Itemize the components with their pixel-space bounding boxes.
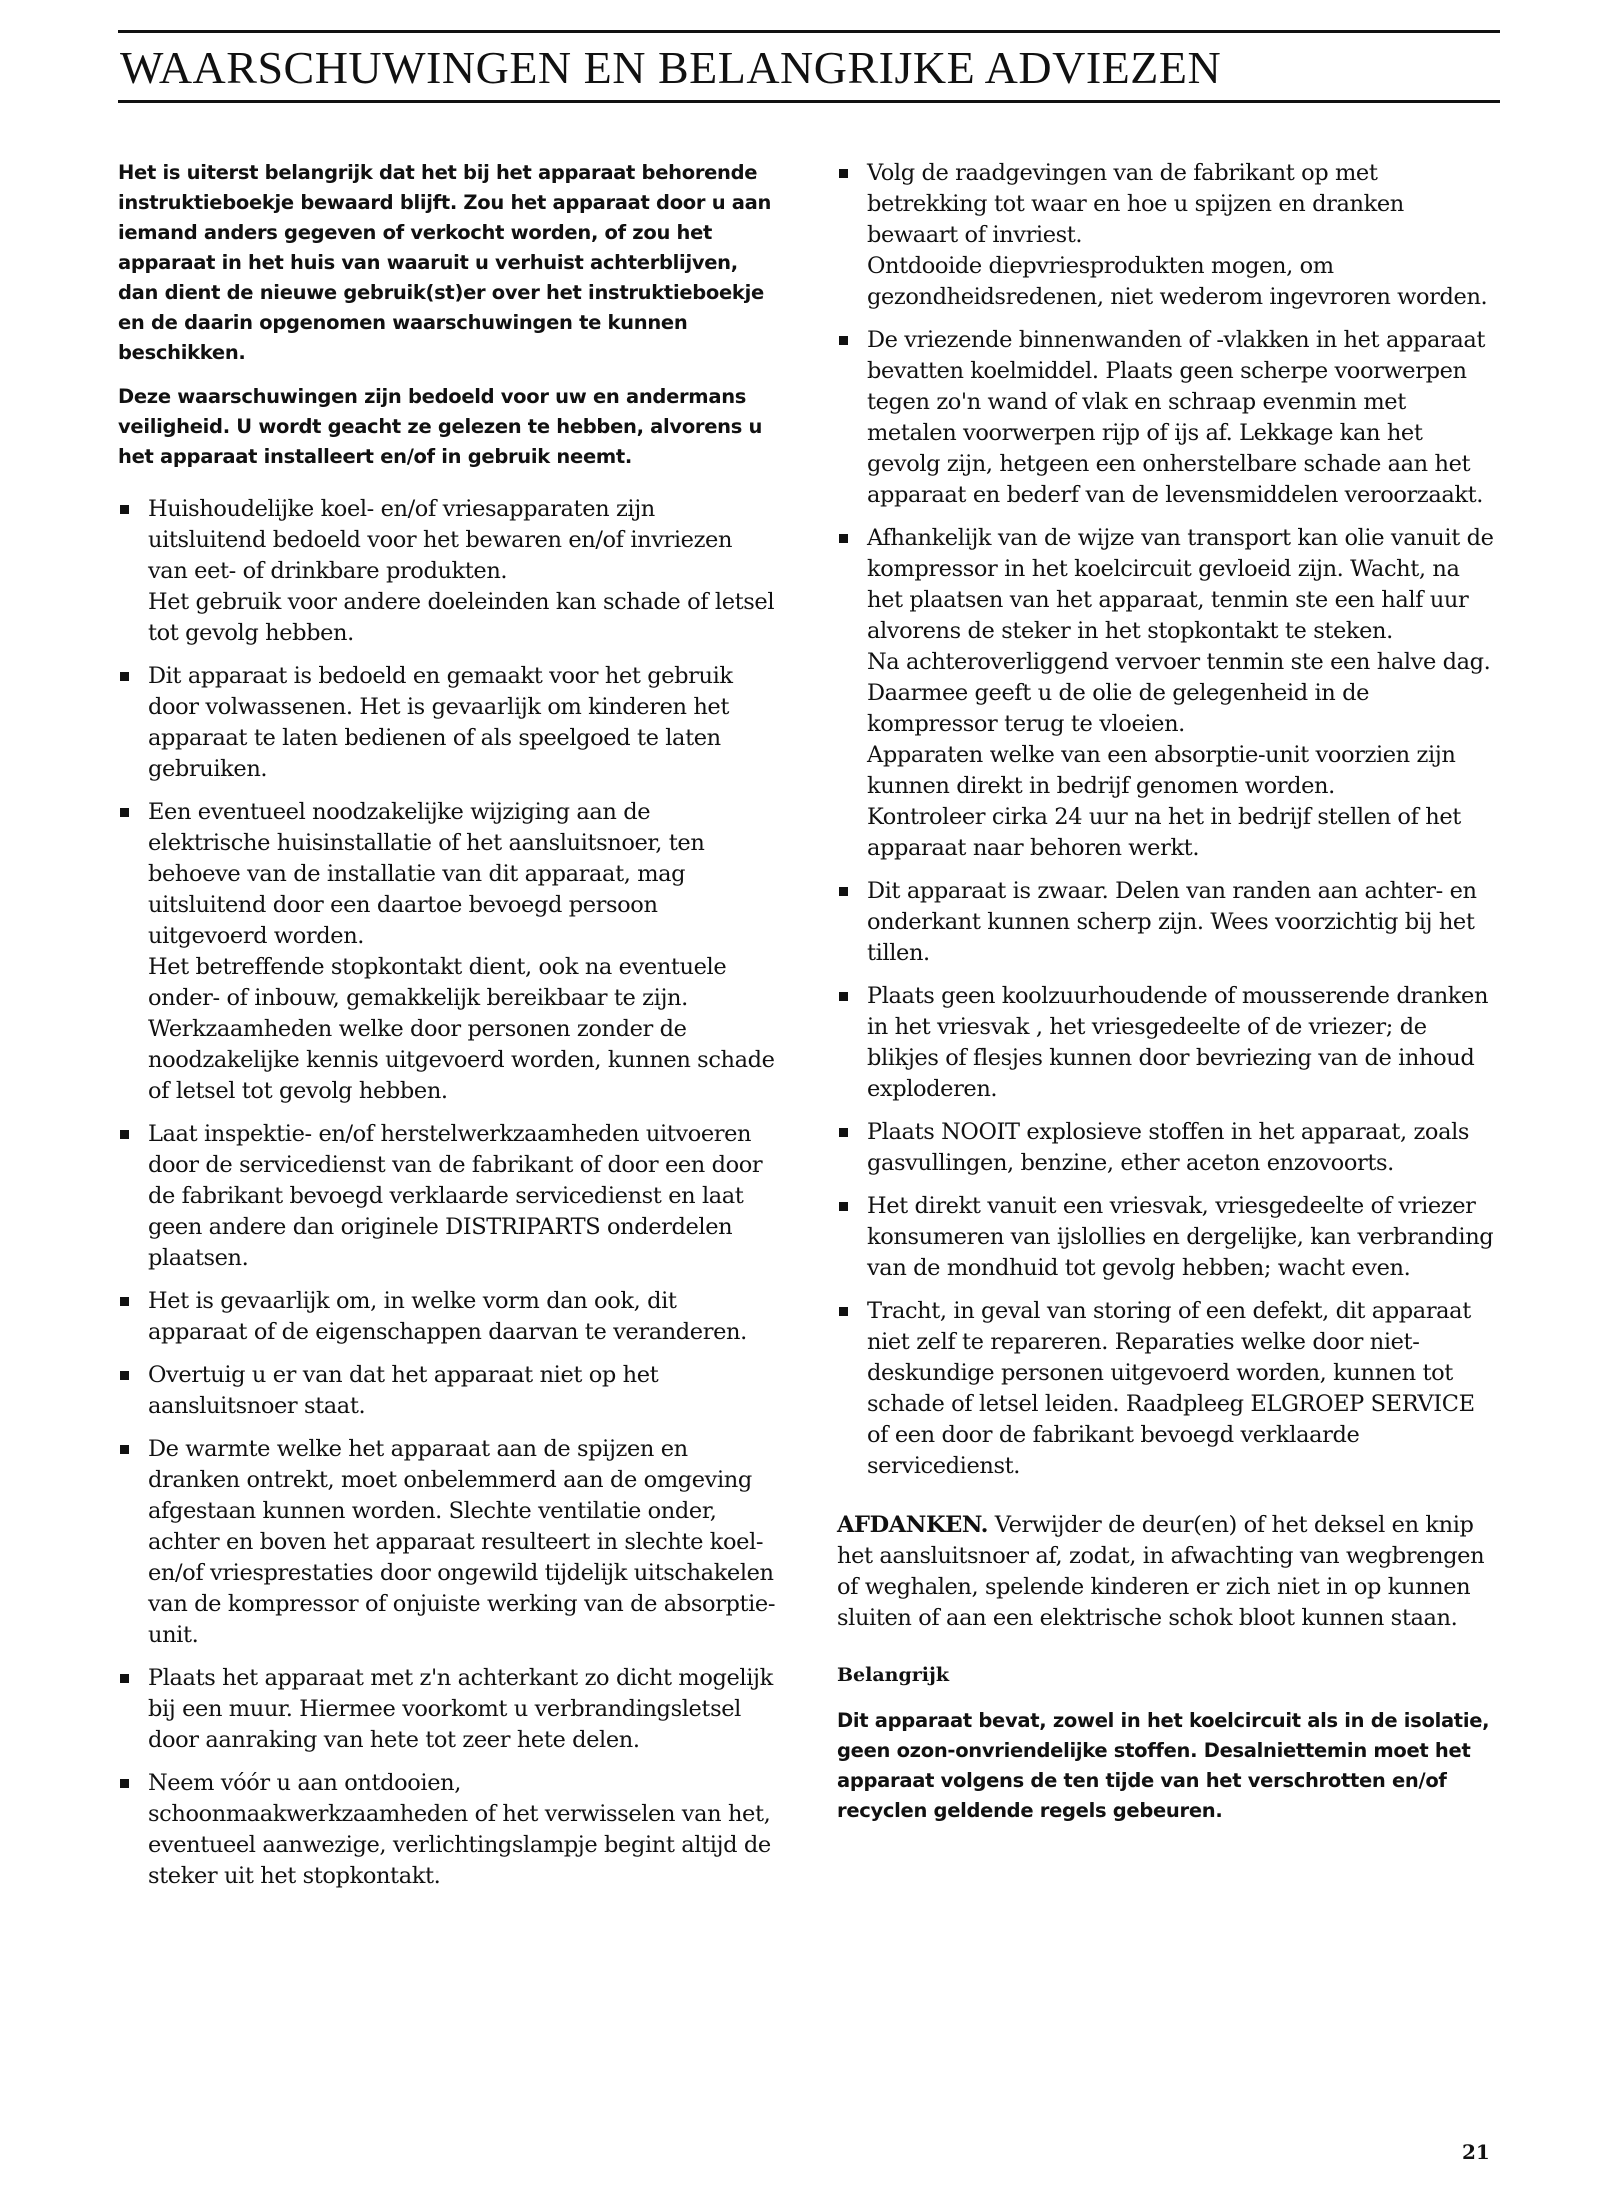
bullet-square-icon xyxy=(120,1779,129,1788)
warning-item xyxy=(837,981,1501,1105)
bullet-square-icon xyxy=(120,808,129,817)
warning-item xyxy=(837,1191,1501,1284)
warning-text: Het gebruik voor andere doeleinden kan schade of letsel tot gevolg hebben. xyxy=(148,589,775,646)
bullet-square-icon xyxy=(839,1202,848,1211)
bullet-square-icon xyxy=(839,992,848,1001)
warning-text: Plaats NOOIT explosieve stoffen in het apparaat, zoals gasvullingen, benzine, ether aceton enzovoorts. xyxy=(867,1119,1470,1176)
warning-item xyxy=(837,876,1501,969)
bullet-square-icon xyxy=(839,1307,848,1316)
warning-item xyxy=(837,523,1501,864)
title-rule-top xyxy=(118,30,1500,33)
important-text: Dit apparaat bevat, zowel in het koelcircuit als in de isolatie, geen ozon-onvriendelijke stoffen. Desalniettemin moet het apparaat volgens de ten tijde van het verschrotten en/of recyclen geldende regels gebeuren. xyxy=(837,1709,1490,1822)
bullet-square-icon xyxy=(839,169,848,178)
warning-item xyxy=(118,1360,778,1422)
warning-item xyxy=(118,1434,778,1651)
warning-text: Na achteroverliggend vervoer tenmin ste een halve dag. Daarmee geeft u de olie de gelegenheid in de kompressor terug te vloeien. xyxy=(867,649,1491,737)
warning-text: Het betreffende stopkontakt dient, ook na eventuele onder- of inbouw, gemakkelijk bereikbaar te zijn. xyxy=(148,954,727,1011)
warning-text: Het direkt vanuit een vriesvak, vriesgedeelte of vriezer konsumeren van ijslollies en dergelijke, kan verbranding van de mondhuid tot gevolg hebben; wacht even. xyxy=(867,1193,1494,1281)
bullet-square-icon xyxy=(120,672,129,681)
disposal-lead: AFDANKEN. xyxy=(837,1512,989,1538)
bullet-square-icon xyxy=(839,1128,848,1137)
bullet-square-icon xyxy=(839,534,848,543)
disposal-paragraph xyxy=(837,1510,1501,1634)
warning-text: Volg de raadgevingen van de fabrikant op met betrekking tot waar en hoe u spijzen en dranken bewaart of invriest. xyxy=(867,160,1404,248)
bullet-square-icon xyxy=(839,336,848,345)
warning-list xyxy=(837,158,1501,1482)
warning-text: Tracht, in geval van storing of een defekt, dit apparaat niet zelf te repareren. Reparaties welke door niet-deskundige personen uitgevoerd worden, kunnen tot schade of letsel leiden. Raadpleeg ELGROEP SERVICE of een door de fabrikant bevoegd verklaarde servicedienst. xyxy=(867,1298,1475,1479)
warning-text: Plaats het apparaat met z'n achterkant zo dicht mogelijk bij een muur. Hiermee voorkomt u verbrandingsletsel door aanraking van hete tot zeer hete delen. xyxy=(148,1665,773,1753)
warning-text: Werkzaamheden welke door personen zonder de noodzakelijke kennis uitgevoerd worden, kunnen schade of letsel tot gevolg hebben. xyxy=(148,1016,775,1104)
warning-text: Ontdooide diepvriesprodukten mogen, om gezondheidsredenen, niet wederom ingevroren worden. xyxy=(867,253,1488,310)
bullet-square-icon xyxy=(839,887,848,896)
left-column xyxy=(118,158,778,1904)
warning-text: Kontroleer cirka 24 uur na het in bedrijf stellen of het apparaat naar behoren werkt. xyxy=(867,804,1461,861)
warning-text: Laat inspektie- en/of herstelwerkzaamheden uitvoeren door de servicedienst van de fabrikant of door een door de fabrikant bevoegd verklaarde servicedienst en laat geen andere dan originele DISTRIPARTS onderdelen plaatsen. xyxy=(148,1121,763,1271)
warning-item xyxy=(118,1768,778,1892)
warning-item xyxy=(118,797,778,1107)
warning-list xyxy=(118,494,778,1892)
warning-item xyxy=(118,1663,778,1756)
warning-text: De warmte welke het apparaat aan de spijzen en dranken ontrekt, moet onbelemmerd aan de omgeving afgestaan kunnen worden. Slechte ventilatie onder, achter en boven het apparaat resulteert in slechte koel- en/of vriesprestaties door ongewild tijdelijk uitschakelen van de kompressor of onjuiste werking van de absorptie-unit. xyxy=(148,1436,776,1648)
warning-text: De vriezende binnenwanden of -vlakken in het apparaat bevatten koelmiddel. Plaats geen scherpe voorwerpen tegen zo'n wand of vlak en schraap evenmin met metalen voorwerpen rijp of ijs af. Lekkage kan het gevolg zijn, hetgeen een onherstelbare schade aan het apparaat en bederf van de levensmiddelen veroorzaakt. xyxy=(867,327,1486,508)
bullet-square-icon xyxy=(120,1371,129,1380)
warning-item xyxy=(837,1117,1501,1179)
warning-item xyxy=(118,661,778,785)
warning-text: Neem vóór u aan ontdooien, schoonmaakwerkzaamheden of het verwisselen van het, eventueel aanwezige, verlichtingslampje begint altijd de steker uit het stopkontakt. xyxy=(148,1770,771,1889)
warning-text: Huishoudelijke koel- en/of vriesapparaten zijn uitsluitend bedoeld voor het bewaren en/of invriezen van eet- of drinkbare produkten. xyxy=(148,496,733,584)
bullet-square-icon xyxy=(120,505,129,514)
page-title: WAARSCHUWINGEN EN BELANGRIJKE ADVIEZEN xyxy=(120,42,1222,93)
bullet-square-icon xyxy=(120,1674,129,1683)
important-heading: Belangrijk xyxy=(837,1664,950,1686)
warning-item xyxy=(837,158,1501,313)
warning-item xyxy=(118,1286,778,1348)
title-rule-bottom xyxy=(118,100,1500,103)
intro-paragraph: Het is uiterst belangrijk dat het bij het apparaat behorende instruktieboekje bewaard blijft. Zou het apparaat door u aan iemand anders gegeven of verkocht worden, of zou het apparaat in het huis van waaruit u verhuist achterblijven, dan dient de nieuwe gebruik(st)er over het instruktieboekje en de daarin opgenomen waarschuwingen te kunnen beschikken. xyxy=(118,161,772,364)
warning-text: Dit apparaat is zwaar. Delen van randen aan achter- en onderkant kunnen scherp zijn. Wees voorzichtig bij het tillen. xyxy=(867,878,1477,966)
page-number: 21 xyxy=(1462,2140,1490,2164)
right-column xyxy=(837,158,1501,1826)
warning-text: Een eventueel noodzakelijke wijziging aan de elektrische huisinstallatie of het aansluitsnoer, ten behoeve van de installatie van dit apparaat, mag uitsluitend door een daartoe bevoegd persoon uitgevoerd worden. xyxy=(148,799,705,949)
warning-item xyxy=(837,1296,1501,1482)
warning-item xyxy=(118,494,778,649)
warning-text: Dit apparaat is bedoeld en gemaakt voor het gebruik door volwassenen. Het is gevaarlijk om kinderen het apparaat te laten bedienen of als speelgoed te laten gebruiken. xyxy=(148,663,733,782)
warning-text: Overtuig u er van dat het apparaat niet op het aansluitsnoer staat. xyxy=(148,1362,659,1419)
intro-paragraph: Deze waarschuwingen zijn bedoeld voor uw en andermans veiligheid. U wordt geacht ze gelezen te hebben, alvorens u het apparaat installeert en/of in gebruik neemt. xyxy=(118,385,763,468)
warning-item xyxy=(837,325,1501,511)
warning-item xyxy=(118,1119,778,1274)
bullet-square-icon xyxy=(120,1297,129,1306)
warning-text: Plaats geen koolzuurhoudende of mousserende dranken in het vriesvak , het vriesgedeelte of de vriezer; de blikjes of flesjes kunnen door bevriezing van de inhoud exploderen. xyxy=(867,983,1489,1102)
warning-text: Apparaten welke van een absorptie-unit voorzien zijn kunnen direkt in bedrijf genomen worden. xyxy=(867,742,1456,799)
disposal-text: Verwijder de deur(en) of het deksel en knip het aansluitsnoer af, zodat, in afwachting van wegbrengen of weghalen, spelende kinderen er zich niet in op kunnen sluiten of aan een elektrische schok bloot kunnen staan. xyxy=(837,1512,1485,1631)
warning-text: Afhankelijk van de wijze van transport kan olie vanuit de kompressor in het koelcircuit gevloeid zijn. Wacht, na het plaatsen van het apparaat, tenmin ste een half uur alvorens de steker in het stopkontakt te steken. xyxy=(867,525,1494,644)
bullet-square-icon xyxy=(120,1445,129,1454)
bullet-square-icon xyxy=(120,1130,129,1139)
warning-text: Het is gevaarlijk om, in welke vorm dan ook, dit apparaat of de eigenschappen daarvan te veranderen. xyxy=(148,1288,747,1345)
